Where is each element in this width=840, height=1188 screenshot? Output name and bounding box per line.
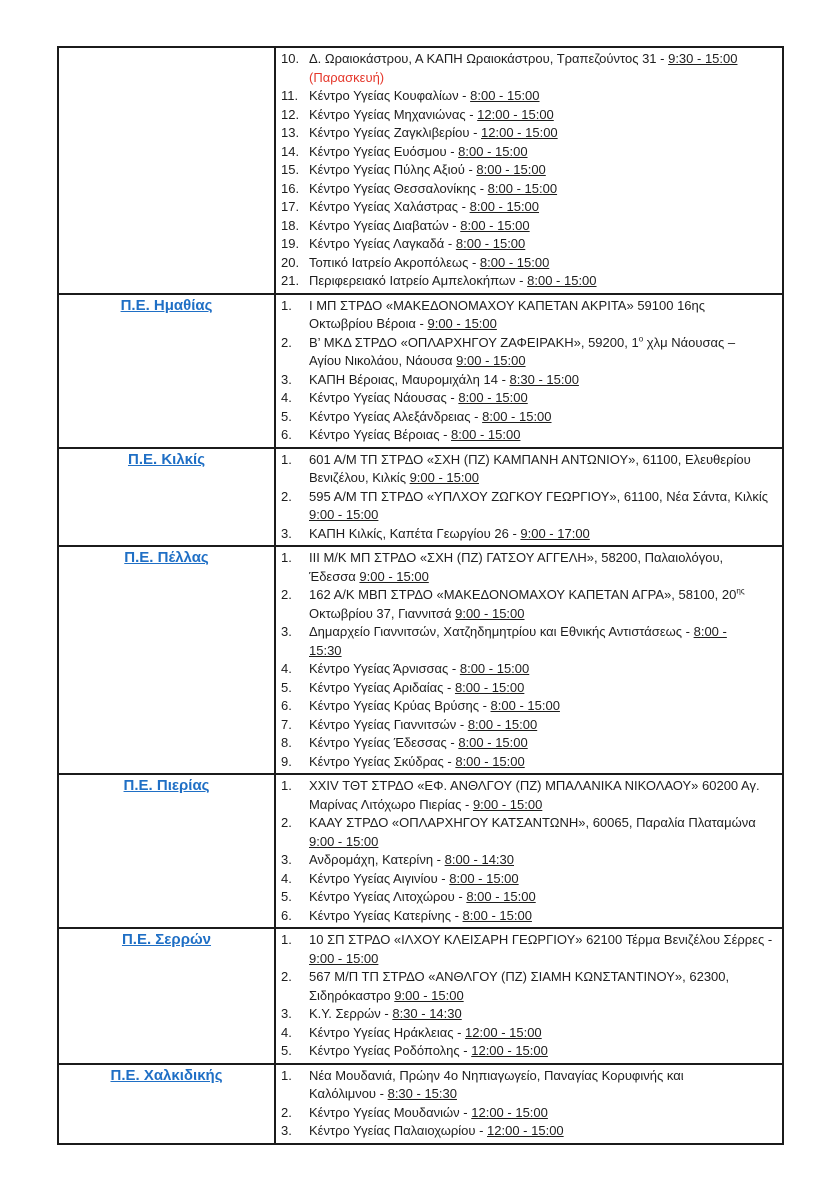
opening-hours: 8:00 - 15:00: [527, 273, 597, 288]
opening-hours: 9:00 - 15:00: [456, 353, 526, 368]
location-text: Κέντρο Υγείας Λιτοχώρου -: [309, 889, 467, 904]
list-item: [281, 734, 776, 753]
item-number: 1.: [281, 1067, 292, 1083]
item-number: 13.: [281, 125, 300, 140]
location-text: χλμ Νάουσας –: [643, 334, 736, 350]
list-item: [281, 1042, 776, 1061]
item-number: 5.: [281, 889, 292, 904]
locations-cell: [275, 774, 783, 928]
item-number: 6.: [281, 427, 292, 442]
location-text: Κέντρο Υγείας Βέροιας -: [309, 427, 452, 442]
item-number: 2.: [281, 334, 292, 350]
opening-hours: 8:00 - 15:00: [455, 236, 526, 251]
region-label: Π.Ε. Σερρών: [121, 931, 212, 948]
opening-hours: 8:00 - 15:00: [487, 180, 558, 196]
location-text: Κ.Υ. Σερρών -: [309, 1006, 393, 1021]
list-item: [281, 679, 776, 698]
list-item: [281, 161, 776, 180]
opening-hours: 9:00 - 15:00: [409, 470, 479, 485]
opening-hours: 8:00 - 15:00: [476, 162, 546, 177]
opening-hours: 8:00 - 15:00: [467, 716, 538, 732]
opening-hours: 8:30 - 15:00: [509, 371, 579, 387]
location-text: Αγίου Νικολάου, Νάουσα: [309, 353, 457, 368]
region-label: Π.Ε. Κιλκίς: [127, 450, 205, 468]
opening-hours: 8:00 - 14:30: [444, 852, 514, 867]
opening-hours: 9:00 - 15:00: [472, 796, 543, 812]
location-text: Βενιζέλου, Κιλκίς: [309, 470, 410, 485]
list-item: [281, 426, 776, 445]
opening-hours: 8:00 - 15:00: [460, 217, 530, 233]
opening-hours: 8:00 - 15:00: [490, 698, 560, 713]
list-item: [281, 907, 776, 926]
location-text: Κέντρο Υγείας Νάουσας -: [309, 390, 459, 405]
list-item: [281, 272, 776, 291]
location-text: Ι ΜΠ ΣΤΡΔΟ «ΜΑΚΕΔΟΝΟΜΑΧΟΥ ΚΑΠΕΤΑΝ ΑΚΡΙΤΑ» 59100 16ης: [309, 297, 706, 313]
opening-hours: 8:00 - 15:00: [462, 907, 532, 923]
list-item: [281, 1024, 776, 1043]
list-item: [281, 1122, 776, 1141]
list-item: [281, 968, 776, 1005]
location-text: Κέντρο Υγείας Αιγινίου -: [309, 870, 450, 886]
location-text: Κέντρο Υγείας Σκύδρας -: [309, 753, 456, 769]
item-number: 16.: [281, 180, 300, 196]
location-text: Ανδρομάχη, Κατερίνη -: [309, 852, 445, 867]
location-text: Οκτωβρίου Βέροια -: [309, 316, 428, 331]
location-text: 567 Μ/Π ΤΠ ΣΤΡΔΟ «ΑΝΘΛΓΟΥ (ΠΖ) ΣΙΑΜΗ ΚΩΝΣΤΑΝΤΙΝΟΥ», 62300,: [309, 969, 730, 984]
location-text: Κέντρο Υγείας Αριδαίας -: [309, 679, 455, 695]
location-text: 162 Α/Κ ΜΒΠ ΣΤΡΔΟ «ΜΑΚΕΔΟΝΟΜΑΧΟΥ ΚΑΠΕΤΑΝ ΑΓΡΑ», 58100, 20: [309, 587, 737, 602]
item-number: 3.: [281, 371, 292, 387]
list-item: [281, 235, 776, 254]
list-item: [281, 623, 776, 660]
schedule-table: [57, 46, 784, 1145]
list-item: [281, 777, 776, 814]
location-text: Κέντρο Υγείας Αλεξάνδρειας -: [309, 408, 483, 424]
list-item: [281, 198, 776, 217]
location-text: Σιδηρόκαστρο: [309, 987, 395, 1003]
location-text: Κέντρο Υγείας Θεσσαλονίκης -: [309, 180, 488, 196]
opening-hours: 15:30: [309, 642, 342, 658]
item-number: 18.: [281, 217, 300, 233]
region-cell: [58, 294, 275, 448]
list-item: [281, 451, 776, 488]
item-number: 5.: [281, 408, 292, 424]
list-item: [281, 488, 776, 525]
item-number: 2.: [281, 1104, 292, 1120]
opening-hours: 9:00 - 15:00: [309, 833, 379, 849]
opening-hours: 9:00 - 15:00: [309, 950, 379, 966]
item-number: 3.: [281, 1006, 292, 1021]
list-item: [281, 371, 776, 390]
item-number: 1.: [281, 932, 292, 947]
item-number: 1.: [281, 778, 292, 793]
location-text: Έδεσσα: [309, 568, 360, 584]
location-text: Κέντρο Υγείας Ζαγκλιβερίου -: [309, 125, 482, 140]
list-item: [281, 586, 776, 623]
list-item: [281, 1104, 776, 1123]
opening-hours: 12:00 - 15:00: [481, 125, 558, 140]
list-item: [281, 180, 776, 199]
table-row: [58, 294, 783, 448]
location-text: Κέντρο Υγείας Μηχανιώνας -: [309, 106, 478, 122]
list-item: [281, 1005, 776, 1024]
list-item: [281, 814, 776, 851]
item-number: 2.: [281, 587, 292, 602]
opening-hours: 8:00 -: [693, 624, 727, 639]
location-text: Κέντρο Υγείας Πύλης Αξιού -: [309, 162, 477, 177]
location-text: Κέντρο Υγείας Χαλάστρας -: [309, 199, 470, 214]
table-row: [58, 774, 783, 928]
item-number: 1.: [281, 451, 292, 467]
list-item: [281, 1067, 776, 1104]
location-text: XXIV ΤΘΤ ΣΤΡΔΟ «ΕΦ. ΑΝΘΛΓΟΥ (ΠΖ) ΜΠΑΛΑΝΙΚΑ ΝΙΚΟΛΑΟΥ» 60200 Αγ.: [309, 778, 760, 793]
location-text: ΙΙΙ Μ/Κ ΜΠ ΣΤΡΔΟ «ΣΧΗ (ΠΖ) ΓΑΤΣΟΥ ΑΓΓΕΛΗ», 58200, Παλαιολόγου,: [309, 550, 724, 565]
list-item: [281, 408, 776, 427]
item-number: 12.: [281, 106, 300, 122]
list-item: [281, 50, 776, 87]
locations-cell: [275, 448, 783, 547]
list-item: [281, 124, 776, 143]
item-number: 9.: [281, 753, 292, 769]
opening-hours: 8:00 - 15:00: [451, 427, 521, 442]
item-number: 3.: [281, 525, 292, 541]
region-label: Π.Ε. Πιερίας: [123, 777, 210, 794]
opening-hours: 8:00 - 15:00: [455, 753, 525, 769]
table-row: [58, 47, 783, 294]
item-number: 4.: [281, 1024, 292, 1040]
item-number: 10.: [281, 51, 300, 66]
opening-hours: 8:00 - 15:00: [458, 143, 528, 159]
item-number: 15.: [281, 162, 300, 177]
location-text: 10 ΣΠ ΣΤΡΔΟ «ΙΛΧΟΥ ΚΛΕΙΣΑΡΗ ΓΕΩΡΓΙΟΥ» 62100 Τέρμα Βενιζέλου Σέρρες -: [309, 932, 773, 947]
list-item: [281, 254, 776, 273]
location-text: Κέντρο Υγείας Έδεσσας -: [309, 735, 459, 750]
item-number: 4.: [281, 870, 292, 886]
region-cell: [58, 928, 275, 1064]
list-item: [281, 870, 776, 889]
item-number: 5.: [281, 1043, 292, 1058]
opening-hours: 9:00 - 15:00: [309, 507, 379, 522]
location-text: Κέντρο Υγείας Παλαιοχωρίου -: [309, 1123, 488, 1138]
location-text: Δ. Ωραιοκάστρου, Α ΚΑΠΗ Ωραιοκάστρου, Τραπεζούντος 31 -: [309, 51, 669, 66]
region-label: Π.Ε. Ημαθίας: [120, 296, 213, 314]
list-item: [281, 334, 776, 371]
item-number: 5.: [281, 679, 292, 695]
location-text: Κέντρο Υγείας Άρνισσας -: [309, 661, 460, 676]
location-text: Κέντρο Υγείας Κατερίνης -: [309, 907, 463, 923]
item-number: 3.: [281, 624, 292, 639]
item-number: 1.: [281, 550, 292, 565]
location-text: Κέντρο Υγείας Λαγκαδά -: [309, 236, 456, 251]
item-number: 2.: [281, 815, 292, 830]
item-number: 3.: [281, 852, 292, 867]
item-number: 17.: [281, 199, 300, 214]
opening-hours: 8:00 - 15:00: [466, 889, 536, 904]
locations-cell: [275, 546, 783, 774]
location-text: ΚΑΠΗ Βέροιας, Μαυρομιχάλη 14 -: [309, 371, 510, 387]
location-text: Τοπικό Ιατρείο Ακροπόλεως -: [309, 254, 480, 270]
schedule-table-body: [58, 47, 783, 1144]
list-item: [281, 87, 776, 106]
opening-hours: 8:00 - 15:00: [470, 88, 540, 103]
day-note: (Παρασκευή): [309, 69, 385, 85]
locations-cell: [275, 47, 783, 294]
opening-hours: 9:00 - 15:00: [394, 987, 464, 1003]
list-item: [281, 716, 776, 735]
list-item: [281, 549, 776, 586]
opening-hours: 8:30 - 15:30: [387, 1086, 457, 1101]
location-text: Οκτωβρίου 37, Γιαννιτσά: [309, 605, 456, 621]
list-item: [281, 697, 776, 716]
region-cell: [58, 47, 275, 294]
opening-hours: 12:00 - 15:00: [487, 1123, 564, 1138]
table-row: [58, 1064, 783, 1144]
list-item: [281, 389, 776, 408]
location-text: Καλόλιμνου -: [309, 1086, 388, 1101]
list-item: [281, 851, 776, 870]
item-number: 4.: [281, 390, 292, 405]
opening-hours: 8:00 - 15:00: [454, 679, 525, 695]
table-row: [58, 448, 783, 547]
location-text: Νέα Μουδανιά, Πρώην 4ο Νηπιαγωγείο, Παναγίας Κορυφινής και: [309, 1067, 684, 1083]
opening-hours: 9:00 - 17:00: [520, 525, 590, 541]
opening-hours: 9:00 - 15:00: [455, 605, 525, 621]
list-item: [281, 106, 776, 125]
item-number: 2.: [281, 969, 292, 984]
opening-hours: 12:00 - 15:00: [477, 106, 554, 122]
region-cell: [58, 1064, 275, 1144]
item-number: 4.: [281, 661, 292, 676]
location-text: Κέντρο Υγείας Ηράκλειας -: [309, 1024, 466, 1040]
location-text: Κέντρο Υγείας Ευόσμου -: [309, 143, 459, 159]
opening-hours: 9:30 - 15:00: [668, 51, 738, 66]
list-item: [281, 217, 776, 236]
location-text: Κέντρο Υγείας Κρύας Βρύσης -: [309, 698, 491, 713]
opening-hours: 8:00 - 15:00: [458, 390, 528, 405]
location-text: Κέντρο Υγείας Διαβατών -: [309, 217, 461, 233]
item-number: 8.: [281, 735, 292, 750]
opening-hours: 8:30 - 14:30: [392, 1006, 462, 1021]
opening-hours: 9:00 - 15:00: [359, 568, 429, 584]
location-text: Β’ ΜΚΔ ΣΤΡΔΟ «ΟΠΛΑΡΧΗΓΟΥ ΖΑΦΕΙΡΑΚΗ», 59200, 1: [309, 334, 639, 350]
location-text: Δημαρχείο Γιαννιτσών, Χατζηδημητρίου και Εθνικής Αντιστάσεως -: [309, 624, 694, 639]
opening-hours: 8:00 - 15:00: [469, 199, 540, 214]
item-number: 14.: [281, 143, 300, 159]
item-number: 1.: [281, 297, 292, 313]
opening-hours: 8:00 - 15:00: [479, 254, 550, 270]
locations-cell: [275, 1064, 783, 1144]
opening-hours: 8:00 - 15:00: [449, 870, 519, 886]
opening-hours: 8:00 - 15:00: [458, 735, 528, 750]
list-item: [281, 660, 776, 679]
opening-hours: 9:00 - 15:00: [427, 316, 497, 331]
region-cell: [58, 546, 275, 774]
list-item: [281, 888, 776, 907]
list-item: [281, 297, 776, 334]
location-text: Κέντρο Υγείας Ροδόπολης -: [309, 1043, 472, 1058]
item-number: 2.: [281, 488, 292, 504]
table-row: [58, 546, 783, 774]
location-text: Μαρίνας Λιτόχωρο Πιερίας -: [309, 796, 473, 812]
locations-cell: [275, 294, 783, 448]
opening-hours: 8:00 - 15:00: [482, 408, 552, 424]
location-text: ΚΑΠΗ Κιλκίς, Καπέτα Γεωργίου 26 -: [309, 525, 521, 541]
opening-hours: 12:00 - 15:00: [471, 1043, 548, 1058]
location-text: 595 Α/Μ ΤΠ ΣΤΡΔΟ «ΥΠΛΧΟΥ ΖΩΓΚΟΥ ΓΕΩΡΓΙΟΥ», 61100, Νέα Σάντα, Κιλκίς: [309, 488, 769, 504]
region-cell: [58, 448, 275, 547]
item-number: 6.: [281, 907, 292, 923]
list-item: [281, 753, 776, 772]
opening-hours: 12:00 - 15:00: [471, 1104, 548, 1120]
item-number: 3.: [281, 1123, 292, 1138]
location-text: Κέντρο Υγείας Μουδανιών -: [309, 1104, 472, 1120]
ordinal-suffix: ο: [638, 334, 644, 344]
location-text: ΚΑΑΥ ΣΤΡΔΟ «ΟΠΛΑΡΧΗΓΟΥ ΚΑΤΣΑΝΤΩΝΗ», 60065, Παραλία Πλαταμώνα: [309, 815, 756, 830]
item-number: 20.: [281, 254, 300, 270]
table-row: [58, 928, 783, 1064]
list-item: [281, 525, 776, 544]
item-number: 11.: [281, 88, 299, 103]
item-number: 6.: [281, 698, 292, 713]
item-number: 7.: [281, 716, 292, 732]
ordinal-suffix: ης: [736, 586, 745, 596]
item-number: 21.: [281, 273, 300, 288]
region-label: Π.Ε. Πέλλας: [124, 549, 209, 566]
list-item: [281, 931, 776, 968]
locations-cell: [275, 928, 783, 1064]
location-text: Περιφερειακό Ιατρείο Αμπελοκήπων -: [309, 273, 528, 288]
opening-hours: 12:00 - 15:00: [465, 1024, 542, 1040]
location-text: Κέντρο Υγείας Κουφαλίων -: [309, 88, 471, 103]
opening-hours: 8:00 - 15:00: [459, 661, 530, 676]
location-text: 601 Α/Μ ΤΠ ΣΤΡΔΟ «ΣΧΗ (ΠΖ) ΚΑΜΠΑΝΗ ΑΝΤΩΝΙΟΥ», 61100, Ελευθερίου: [309, 451, 751, 467]
item-number: 19.: [281, 236, 300, 251]
region-cell: [58, 774, 275, 928]
location-text: Κέντρο Υγείας Γιαννιτσών -: [309, 716, 468, 732]
list-item: [281, 143, 776, 162]
region-label: Π.Ε. Χαλκιδικής: [110, 1066, 223, 1084]
